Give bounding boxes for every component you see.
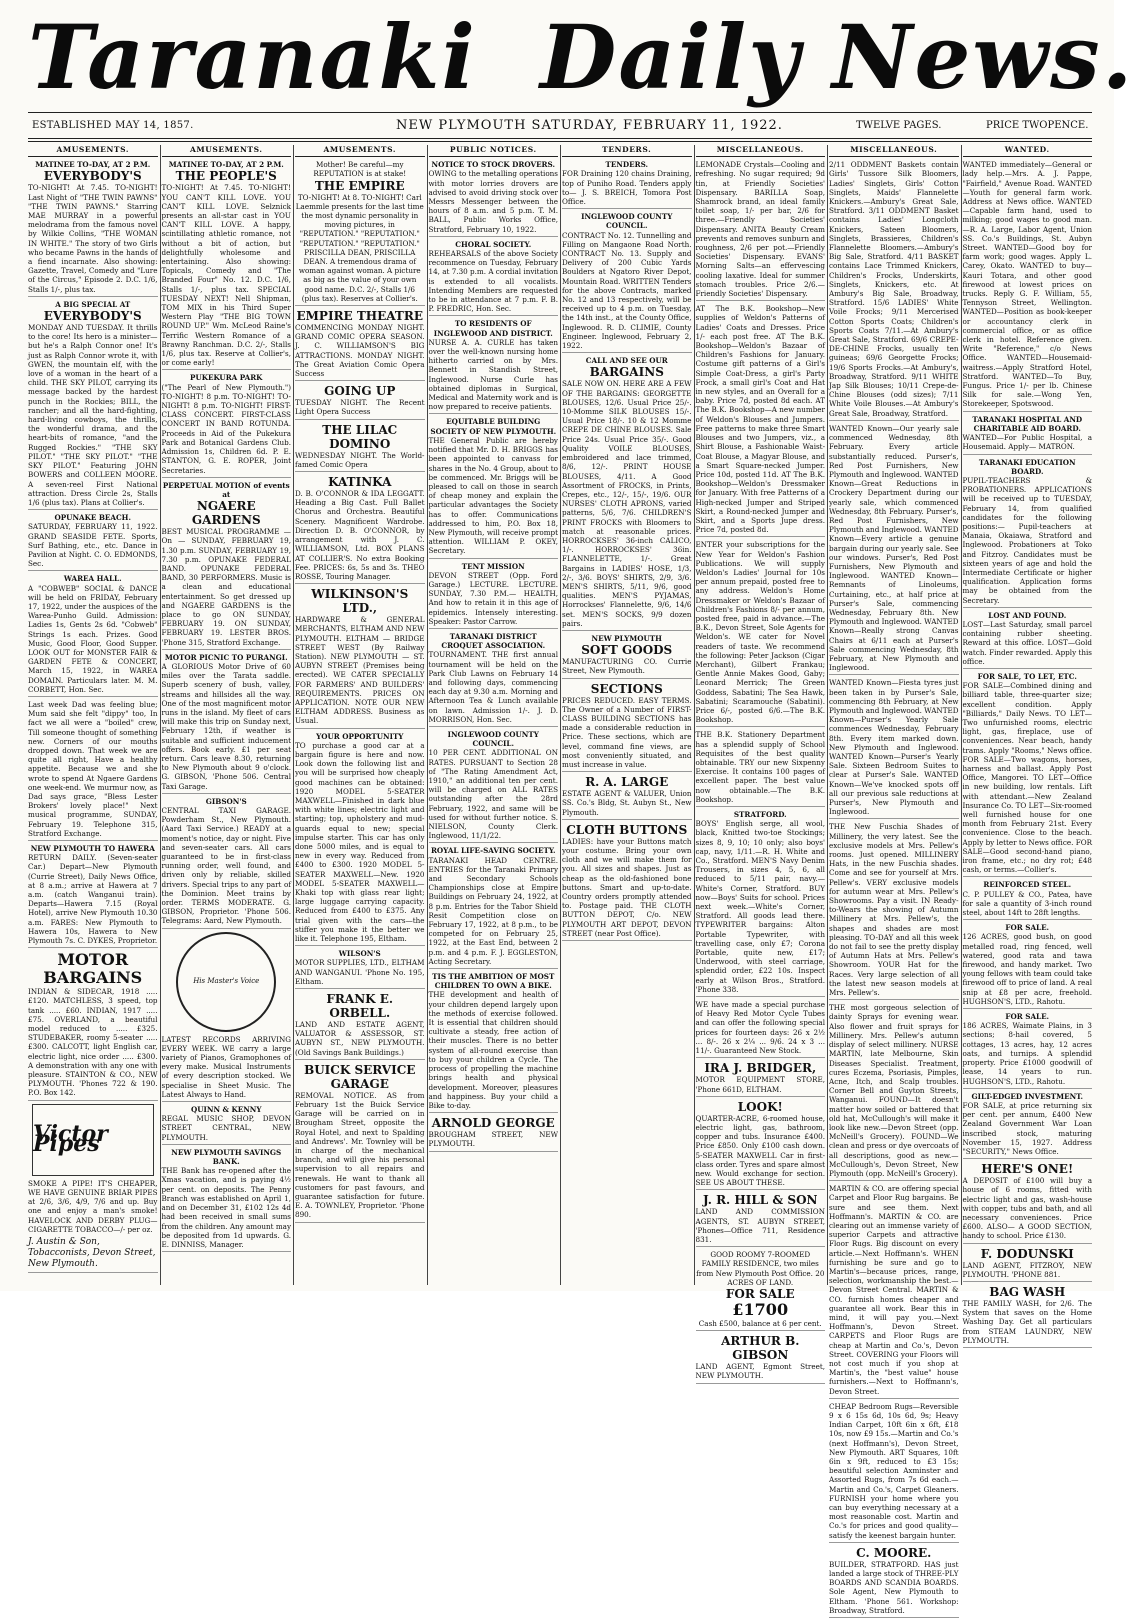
ad-title: TENT MISSION — [461, 561, 525, 571]
advertisement — [696, 1061, 826, 1096]
ad-title: TARANAKI EDUCATION BOARD. — [978, 457, 1076, 476]
ad-body: C. P. PULLEY & CO., Patea, have for sale a quantity of 3-inch round steel, about 14ft to 28ft lengths. — [962, 889, 1092, 918]
ad-body: DEVON STREET (Opp. Ford Garage.) LECTURE. LECTURE. SUNDAY, 7.30 P.M.— HEALTH, And how to retain it in this age of epidemics. Intensely interesting. Speaker: Pastor Carrow. — [428, 570, 558, 626]
advertisement — [28, 951, 158, 1100]
ad-display-name: C. MOORE. — [856, 1545, 932, 1560]
ad-body: FOR SALE, at price returning six per cent. per annum, £400 New Zealand Government War Loan inscribed stock, maturing November 15, 1927. Address "SECURITY," News Office. — [962, 1100, 1092, 1156]
ad-body: LAND AGENT, Egmont Street, NEW PLYMOUTH. — [695, 1362, 825, 1381]
advertisement — [696, 1000, 826, 1058]
ad-body: WANTED immediately—General or lady help.—Mrs. A. J. Pappe, "Fairfield," Avenue Road. WANTED—Youth for general farm work. Address at News office. WANTED—Capable farm hand, used to milking; good wages to good man.—R. A. Large, Labor Agent, Union SS. Co.'s Buildings, St. Aubyn Street. WANTED—Good boy for farm work; good wages. Apply L. Carey, Okato. WANTED to buy—Kauri Totara, and other good firewood at lowest prices on trucks. Reply G. F. William, 55, Tennyson Street, Wellington. WANTED—Position as book-keeper or accountancy clerk in commercial office, or as office clerk in hotel. Reference given. Write "Reference," c/o News Office. WANTED—Housemaid-waitress.—Apply Stratford Hotel, Stratford. WANTED—To Buy, Fungus. Price 1/- per lb. Chinese Silk for sale.—Wong Yen, Storekeeper, Spotswood. — [962, 160, 1092, 409]
masthead-word-2: Daily — [540, 5, 802, 109]
ad-title: TENDERS. — [605, 160, 649, 170]
ad-title: NEW PLYMOUTH — [591, 633, 662, 643]
advertisement — [28, 700, 158, 841]
advertisement — [963, 1012, 1093, 1089]
ad-body: PRICES REDUCED. EASY TERMS. The Owner of a Number of FIRST-CLASS BUILDING SECTIONS has made a considerable reduction in Price. These sections, which are level, command fine views, are most conveniently situated, and must increase in value. — [562, 695, 692, 769]
ad-title: WAREA HALL. — [63, 574, 122, 584]
ad-title: NEW PLYMOUTH TO HAWERA — [30, 844, 155, 854]
advertisement — [696, 540, 826, 727]
ad-body: REMOVAL NOTICE. AS from February 1st the Buick Service Garage will be carried on in Brougham Street, opposite the Royal Hotel, and next to Spalding and Andrews'. Mr. Townley will be in charge of the mechanical branch, and will give his personal supervision to all repairs and renewals. He want to thank all customers for past favours, and guarantee satisfaction for future. E. A. TOWNLEY, Proprietor. 'Phone 890. — [295, 1090, 425, 1220]
advertisement — [162, 160, 292, 370]
advertisement — [162, 653, 292, 794]
advertisement — [963, 1247, 1093, 1282]
advertisement — [429, 1116, 559, 1151]
advertisement — [162, 1105, 292, 1145]
ad-body: LAND AGENT, FITZROY, NEW PLYMOUTH. 'PHONE 881. — [962, 1260, 1092, 1279]
advertisement — [562, 823, 692, 941]
ad-body: THE Bank has re-opened after the Xmas vacation, and is paying 4½ per cent. on deposits. The Penny Branch was established on April 1, and on December 31, £102 12s 4d had been received in small sums from the children. Any amount may be deposited from 1d upwards. G. E. DINNISS, Manager. — [161, 1166, 292, 1249]
advertisement — [28, 1104, 158, 1273]
ad-display-name: R. A. LARGE — [585, 775, 669, 790]
column-6 — [695, 145, 826, 1381]
advertisement — [295, 423, 425, 472]
ad-body: LAND AND ESTATE AGENT, VALUATOR & ASSESSOR, ST. AUBYN ST., NEW PLYMOUTH. (Old Savings Bank Buildings.) — [295, 1020, 425, 1057]
advertisement — [963, 1162, 1093, 1243]
advertisement — [28, 300, 158, 510]
ad-title: INGLEWOOD COUNTY COUNCIL. — [447, 729, 539, 749]
ad-body: ENTER your subscriptions for the New Year for Weldon's Fashion Publications. We will supply Weldon's Ladies' Journal for 10s per annum prepaid, posted free to any address. Weldon's Home Dressmaker or Weldon's Bazaar of Children's Fashions 8/- per annum, posted free, paid in advance.—The B.K., Devon Street, Sole Agents for Weldon's. WE cater for Novel readers of taste. We recommend the following: Peter Jackson (Cigar Merchant), Gilbert Frankau; Gentle Annie Makes Good, Gaby; Leonard Merrick; The Green Goddess, Sabatini; The Sea Hawk, Sabatini; Scaramouche (Sabatini). Price 6/-, posted 6/6.—The B.K. Bookshop. — [695, 540, 825, 725]
advertisement — [696, 1193, 826, 1247]
column-4 — [429, 145, 559, 1285]
ad-body: FOR Draining 120 chains Draining, top of Puniho Road. Tenders apply to— J. S. BREICH, Tomora Post Office. — [562, 169, 692, 207]
advertisement — [295, 475, 425, 584]
masthead-word-1: Taranaki — [28, 5, 477, 109]
ad-title: GILT-EDGED INVESTMENT. — [971, 1091, 1084, 1101]
ad-title: FOR SALE. — [1005, 1012, 1050, 1022]
advertisement — [429, 417, 559, 558]
ad-display-name: EMPIRE THEATRE — [296, 309, 423, 324]
advertisement — [696, 1334, 826, 1383]
advertisement — [829, 1546, 959, 1618]
advertisement — [562, 356, 692, 631]
advertisement — [162, 373, 292, 477]
advertisement — [162, 481, 292, 650]
ad-body: BEST MUSICAL PROGRAMME — On — SUNDAY, FEBRUARY 19, 1.30 p.m. SUNDAY, FEBRUARY 19, 7.30 p.m. OPUNAKE FEDERAL BAND. OPUNAKE FEDERAL BAND, 30 PERFORMERS. Music is a clean and educational entertainment. So get dressed up and NGAERE GARDENS is the place to go ON SUNDAY, FEBRUARY 19. ON SUNDAY, FEBRUARY 19. LESTER BROS. 'Phone 315, Stratford Exchange. — [161, 527, 291, 647]
masthead-word-3: News. — [832, 5, 1134, 109]
advertisement — [963, 672, 1093, 877]
ad-display-name: EVERYBODY'S — [43, 309, 142, 324]
ad-body: SMOKE A PIPE! IT'S CHEAPER, WE HAVE GENUINE BRIAR PIPES at 2/6, 3/6, 4/9, 7/6 and up. Buy one and enjoy a man's smoke! HAVELOCK AND DERBY PLUG—CIGARETTE TOBACCO—/- per oz. — [28, 1178, 158, 1234]
ad-lead: Mother! Be careful—my REPUTATION is at stake! — [313, 160, 407, 179]
dateline-rule-bottom — [28, 141, 1092, 142]
advertisement — [429, 730, 559, 843]
ad-body: 10 PER CENT. ADDITIONAL ON RATES. PURSUANT to Section 28 of "The Rating Amendment Act, 1910," an additional ten per cent. will be charged on ALL RATES outstanding after the 28rd February, 1922, and same will be used for without further notice. S. NIELSON, County Clerk. Inglewood, 11/1/22. — [428, 748, 558, 841]
ad-title: LOST AND FOUND. — [988, 610, 1067, 620]
ad-body: WANTED—For Public Hospital, a Housemaid. Apply— MATRON. — [962, 433, 1092, 452]
ad-body: THE B.K. Stationery Department has a splendid supply of School Requisites of the best quality obtainable. TRY our new Sixpenny Exercise. It contains 100 pages of excellent paper. The best value now obtainable.—The B.K. Bookshop. — [695, 730, 825, 804]
ad-title: TARANAKI DISTRICT CROQUET ASSOCIATION. — [441, 631, 546, 651]
ad-body: MOTOR SUPPLIES, LTD., ELTHAM AND WANGANUI. 'Phone No. 195, Eltham. — [295, 958, 425, 986]
advertisement — [829, 1003, 959, 1181]
ad-body: RETURN DAILY. (Seven-seater Car.) Depart—New Plymouth (Currie Street), Daily News Office, at 8 a.m.; arrive at Hawera at 7 a.m. (catch Wanganui train). Departs—Hawera 7.15 (Royal Hotel), arrive New Plymouth 10.30 a.m. FARES: New Plymouth to Hawera 10s, Hawera to New Plymouth 7s. C. DYKES, Proprietor. — [28, 853, 158, 946]
ad-title: TIS THE AMBITION OF MOST CHILDREN TO OWN A BIKE. — [432, 972, 555, 991]
ad-headline: MOTOR BARGAINS — [43, 950, 143, 988]
ad-body: CENTRAL TAXI GARAGE. Powderham St., New Plymouth. (Aard Taxi Service.) READY at a moment's notice, day or night. Five and seven-seater cars. All cars guaranteed to be in first-class running order, well found, and driven only by reliable, skilled drivers. Special trips to any part of the Dominion. Meet trains by order. TERMS MODERATE. G. GIBSON, Proprietor. 'Phone 506. Telegrams: Aard, New Plymouth. — [161, 806, 291, 926]
ad-body: WE have made a special purchase of Heavy Red Motor Cycle Tubes and can offer the following special prices for fourteen days: 26 x 2½ ... 8/-. 26 x 2¼ ... 9/6. 24 x 3 ... 11/-. Guaranteed New Stock. — [695, 1000, 825, 1056]
ad-title: GIBSON'S — [205, 796, 247, 806]
ad-body: ("The Pearl of New Plymouth.") TO-NIGHT! 8 p.m. TO-NIGHT! TO-NIGHT! 8 p.m. TO-NIGHT! FIRST-CLASS CONCERT. FIRST-CLASS CONCERT IN BAND ROTUNDA. Proceeds in Aid of the Pukekura Park and Botanical Gardens Club. Admission 1s, Children 6d. P. E. STANTON, G. E. ROPER, Joint Secretaries. — [161, 382, 291, 475]
advertisement — [562, 775, 692, 820]
ad-body: PUPIL-TEACHERS & PROBATIONERS. APPLICATIONS will be received up to TUESDAY, February 14, from qualified candidates for the following positions:— Pupil-teachers at Manaia, Okaiawa, Stratford and Inglewood. Probationers at Toko and Fitzroy. Candidates must be sixteen years of age and hold the Intermediate Certificate or higher qualification. Application forms may be obtained from the Secretary. — [962, 475, 1092, 605]
ad-title: CALL AND SEE OUR — [585, 356, 668, 366]
ad-display-name: SECTIONS — [590, 681, 663, 696]
ad-body: FOR SALE—Combined dining and billiard table, three-quarter size; excellent condition. Apply "Billiards," Daily News. TO LET—Two unfurnished rooms, electric light, gas, fireplace, use of conveniences. Near beach, handy trams. Apply "Rooms," News office. FOR SALE—Two wagons, horses, harness and ballast. Apply Post Office, Mangorei. TO LET—Office in new building, low rentals. Lift with attendant.—New Zealand Insurance Co. TO LET—Six-roomed well furnished house for one month from February 21st. Every convenience. Close to the beach. Apply by letter to News office. FOR SALE—Good second-hand piano, iron frame, etc.; no dry rot; £48 cash, or terms.—Collier's. — [962, 681, 1092, 875]
advertisement — [295, 1063, 425, 1223]
ad-display-name: EVERYBODY'S — [43, 169, 142, 184]
ad-body: WANTED Known—Our yearly sale commenced Wednesday, 8th February. Every article substantially reduced. Purser's, Red Post Furnishers, New Plymouth and Inglewood. WANTED Known—Great Reductions in Crockery Department during our yearly sale, which commenced Wednesday, 8th February. Purser's, Red Post Furnishers, New Plymouth and Inglewood. WANTED Known—Every article a genuine bargain during our yearly sale. See our windows. Purser's, Red Post Furnishers, New Plymouth and Inglewood. WANTED Known—Remnants of Linoleums, Curtaining, etc., at half price at Purser's Sale, commencing Wednesday, February 8th. New Plymouth and Inglewood. WANTED Known—Really strong Canvas Chairs at 6/11 each at Purser's Sale commencing Wednesday, 8th February, at New Plymouth and Inglewood. — [829, 423, 959, 673]
handwritten-signature: J. Austin & Son, Tobacconists, Devon Street, New Plymouth. — [28, 1236, 156, 1269]
ad-display-name: FOR SALE — [725, 1286, 795, 1301]
column-separator — [160, 145, 161, 1285]
column-heading: AMUSEMENTS. — [295, 145, 425, 157]
advertisement — [295, 992, 425, 1060]
advertisement — [295, 384, 425, 419]
column-heading: PUBLIC NOTICES. — [429, 145, 559, 157]
column-5 — [562, 145, 692, 1285]
ad-display-name: WILKINSON'S LTD., — [311, 587, 409, 616]
advertisement — [696, 304, 826, 537]
column-heading: WANTED. — [963, 145, 1093, 157]
ad-title: EQUITABLE BUILDING SOCIETY OF NEW PLYMOUTH. — [430, 417, 557, 436]
ad-title: QUINN & KENNY — [190, 1105, 262, 1115]
ad-body: CHEAP Bedroom Rugs—Reversible 9 x 6 15s 6d, 10s 6d, 9s; Heavy Indian Carpet, 10ft 6in x 6ft, £18 10s, now £9 15s.—Martin and Co.'s (next Hoffmann's), Devon Street, New Plymouth. ART Squares, 10ft 6in x 9ft, reduced to £3 15s; beautiful selection Axminster and Assorted Rugs, from 7s 6d each.—Martin and Co.'s, Carpet Gleaners. FURNISH your home where you can buy everything necessary at a most reasonable cost. Martin and Co.'s for prices and good quality—satisfy the keenest bargain hunter. — [829, 1401, 959, 1540]
advertisement — [696, 1100, 826, 1191]
advertisement — [28, 513, 158, 571]
ad-body: THE development and health of your children depend largely upon the methods of exercise followed. It is essential that children should cultivate a steady, free action of their muscles. There is no better system of all-round exercise than to buy your children a Cycle. The process of propelling the machine brings health and physical development. Moreover, pleasures and happiness. Buy your child a Bike to-day. — [428, 990, 558, 1110]
ad-body: A GLORIOUS Motor Drive of 60 miles over the Tarata saddle. Superb scenery of bush, valley, streams and hillsides all the way. One of the most magnificent motor runs in the island. My fleet of cars will make this trip on Sunday next, February 12th, if weather is suitable and sufficient inducement offers. Book early. £1 per seat return. Cars leave 8.30, returning to New Plymouth about 9 o'clock. G. GIBSON, 'Phone 506. Central Taxi Garage. — [161, 661, 291, 791]
advertisement — [429, 632, 559, 727]
advertisement — [429, 846, 559, 969]
ad-display-name: HERE'S ONE! — [981, 1162, 1074, 1177]
advertisement — [829, 822, 959, 1000]
ad-body: NURSE A. A. CURLE has taken over the well-known nursing home hitherto carried on by Mrs. Bennett in Standish Street, Inglewood. Nurse Curle has obtained diplomas in Surgical, Medical and Maternity work and is now prepared to receive patients. — [428, 337, 558, 412]
advertisement — [162, 1148, 292, 1252]
ad-display-name: F. DODUNSKI — [980, 1246, 1074, 1261]
ad-title: STRATFORD. — [733, 810, 787, 820]
advertisement — [963, 1285, 1093, 1348]
ad-title: ROYAL LIFE-SAVING SOCIETY. — [430, 846, 556, 856]
ad-title: WILSON'S — [338, 949, 381, 959]
ad-display-name: THE EMPIRE — [314, 178, 405, 193]
ad-tail: Cash £500, balance at 6 per cent. — [698, 1318, 822, 1328]
column-separator — [694, 145, 695, 1285]
ad-body: TOURNAMENT. THE first annual tournament will be held on the Park Club Lawns on February 14 and following days, commencing each day at 9.30 a.m. Morning and Afternoon Tea & Lunch available on lawn. Admission 1/-. J. D. MORRISON, Hon. Sec. — [428, 650, 558, 724]
ad-body: QUARTER-ACRE, 6-roomed house, electric light, gas, bathroom, copper and tubs. Insurance £400. Price £850. Only £100 cash down. 5-SEATER MAXWELL Car in first-class order. Tyres and spare almost new. Would exchange for section. SEE US ABOUT THESE. — [695, 1113, 825, 1188]
ad-body: 186 ACRES, Waimate Plains, in 3 sections; 8-hail covered, 5 cottages, 13 acres, hay, 12 acres oats, and turnips. A splendid property. Price £1000 goodwill of lease, 14 years to run. HUGHSON'S, LTD., Rahotu. — [962, 1021, 1092, 1086]
advertisement — [562, 682, 692, 773]
ad-display-name: BARGAINS — [589, 365, 664, 380]
advertisement — [696, 730, 826, 807]
dateline-rule-top — [28, 138, 1092, 139]
ad-title: A BIG SPECIAL AT — [55, 299, 131, 309]
ad-body: A "COBWEB" SOCIAL & DANCE will be held on FRIDAY, February 17, 1922, under the auspices of the Warea-Punho Guild. Admission: Ladies 1s, Gents 2s 6d. "Cobweb" Strings 1s each. Prizes. Good Music, Good Floor, Good Supper. LOOK OUT for MONSTER FAIR & GARDEN FETE & CONCERT, March 15, 1922, in WAREA DOMAIN. Particulars later. M. M. CORBETT, Hon. Sec. — [28, 583, 158, 694]
ad-body: LAND AND COMMISSION AGENTS, ST. AUBYN STREET, 'Phones—Office 711, Residence 831. — [695, 1207, 825, 1244]
pipe-logo: Victor Pipes — [32, 1104, 154, 1176]
ad-body: LATEST RECORDS ARRIVING EVERY WEEK. WE carry a large variety of Pianos, Gramophones of every make. Musical Instruments of every description stocked. We specialise in Sheet Music. The Latest Always to Hand. — [161, 1034, 291, 1099]
column-separator — [961, 145, 962, 1285]
column-separator — [427, 145, 428, 1285]
page-count: TWELVE PAGES. — [856, 120, 942, 131]
ad-title: MATINEE TO-DAY, AT 2 P.M. — [35, 160, 151, 170]
column-7 — [829, 145, 959, 1615]
advertisement — [963, 458, 1093, 608]
ad-body: 126 ACRES, good bush, on good metalled road, ring fenced, well watered, good rata and tawa firewood, and handy market. Two young fellows with team could take firewood off to price of land. A real snip at £8 per acre, freehold. HUGHSON'S, LTD., Rahotu. — [962, 932, 1092, 1006]
ad-title: REINFORCED STEEL. — [983, 880, 1072, 890]
ad-title: CHORAL SOCIETY. — [455, 239, 532, 249]
ad-body: REGAL MUSIC SHOP, DEVON STREET CENTRAL, NEW PLYMOUTH. — [161, 1114, 291, 1142]
ad-price: £1700 — [732, 1299, 789, 1319]
advertisement — [963, 160, 1093, 411]
ad-body: BROUGHAM STREET, NEW PLYMOUTH. — [428, 1130, 558, 1149]
advertisement — [295, 732, 425, 947]
ad-body: LEMONADE Crystals—Cooling and refreshing. No sugar required; 9d tin, at Friendly Societies' Dispensary. BARILLA Soap, Shamrock brand, an ideal family toilet soap, 1/- per bar, 2/6 for three.—Friendly Societies' Dispensary. ANITA Beauty Cream prevents and removes sunburn and roughness, 2/6 per pot.—Friendly Societies' Dispensary. EVANS' Morning Salts—an effervescing cooling laxative. Ideal for summer stomach troubles. Price 2/6.—Friendly Societies' Dispensary. — [695, 160, 825, 299]
advertisement — [696, 160, 826, 301]
ad-display-name: BAG WASH — [989, 1284, 1066, 1299]
advertisement — [295, 160, 425, 306]
ad-tail: TO-NIGHT! At 8. TO-NIGHT! Carl Laemmle presents for the last time the most dynamic personality in moving pictures, in "REPUTATION." "REPUTATION." "REPUTATION." "REPUTATION." PRISCILLA DEAN, PRISCILLA DEAN. A tremendous drama of woman against woman. A picture as big as the value of your own good name. D.C. 2/-, Stalls 1/6 (plus tax). Reserves at Collier's. — [295, 192, 424, 303]
advertisement — [28, 160, 158, 297]
price: PRICE TWOPENCE. — [986, 120, 1089, 131]
ad-body: A DEPOSIT of £100 will buy a house of 6 rooms, fitted with electric light and gas, wash-house with copper, tubs and bath, and all necessary conveniences. Price £600. ALSO— A GOOD SECTION, handy to school. Price £130. — [962, 1176, 1092, 1241]
ad-title: OPUNAKE BEACH. — [54, 513, 131, 523]
advertisement — [696, 810, 826, 997]
ad-body: COMMENCING MONDAY NIGHT. GRAND COMIC OPERA SEASON. J. C. WILLIAMSON'S BIG ATTRACTIONS. MONDAY NIGHT. The Great Aviation Comic Opera Success — [295, 323, 425, 379]
ad-body: THE most gorgeous selection of dainty Sprays for evening wear. Also flower and fruit sprays for Millinery. Mrs. Pellew's autumn display of select millinery. NURSE MARTIN, late Melbourne, Skin Diseases Specialist. Treatment, cures Eczema, Psoriasis, Pimples, Acne, Itch, and Scalp troubles. Corner Bell and Guyton Streets, Wanganui. FOUND—It doesn't matter how soiled or battered that old hat, McCullough's will make it look like new.—Devon Street (opp. McNeill's Grocery). FOUND—We clean and press or dye overcoats of all descriptions, good as new.—McCullough's, Devon Street, New Plymouth (opp. McNeill's Grocery). — [829, 1003, 959, 1178]
advertisement — [963, 415, 1093, 455]
ad-body: D. B. O'CONNOR & IDA LEGGATT. Heading a Big Cast. Full Ballet Chorus and Orchestra. Beautiful Scenery. Magnificent Wardrobe. Direction D. B. O'CONNOR, by arrangement with J. C. WILLIAMSON, Ltd. BOX PLANS AT COLLIER'S. No extra Booking Fee. PRICES: 6s, 5s and 3s. THEO ROSSE, Touring Manager. — [295, 489, 425, 581]
advertisement — [28, 844, 158, 948]
advertisement — [295, 587, 425, 728]
ad-display-name: GOING UP — [324, 384, 396, 399]
advertisement — [429, 160, 559, 237]
ad-body: MOTOR EQUIPMENT STORE, 'Phone 661D, ELTHAM. — [695, 1075, 825, 1094]
ad-display-name: SOFT GOODS — [581, 643, 673, 658]
column-2 — [162, 145, 292, 1285]
gramophone-record-graphic: His Master's Voice — [176, 932, 276, 1032]
advertisement — [162, 797, 292, 929]
ad-title: TO RESIDENTS OF INGLEWOOD AND DISTRICT. — [433, 319, 553, 338]
advertisement — [829, 424, 959, 675]
masthead-rule — [28, 112, 1092, 113]
ad-display-name: ARTHUR B. GIBSON — [721, 1334, 800, 1363]
masthead — [20, 5, 1134, 109]
advertisement — [429, 562, 559, 629]
ad-display-name: THE PEOPLE'S — [175, 169, 277, 184]
ad-display-name: IRA J. BRIDGER, — [704, 1061, 817, 1076]
ad-display-name: BUICK SERVICE GARAGE — [304, 1062, 416, 1091]
column-separator — [827, 145, 828, 1285]
advertisement — [829, 678, 959, 819]
advertisement — [829, 1184, 959, 1399]
ad-title: PUKEKURA PARK — [190, 373, 263, 383]
ad-body: SALE NOW ON. HERE ARE A FEW OF THE BARGAINS: GEORGETTE BLOUSES, 12/6. Usual Price 25/-. 10-Momme SILK BLOUSES 15/-. Usual Price 18/-. 10 & 12 Momme CREPE DE CHINE BLOUSES. Sale Price 24s. Usual Price 35/-. Good Quality VOILE BLOUSES, embroidered and lace trimmed, 8/6, 12/-. PRINT HOUSE BLOUSES, 4/11. A Good Assortment of FROCKS, in Prints, Crepes, etc., 12/-, 15/-, 19/6. OUR NURSES' CLOTH APRONS, varied patterns, 5/6, 7/6. CHILDREN'S PRINT FROCKS with Bloomers to match at reasonable prices. HORROCKSES' 36-inch CALICO, 1/-. HORROCKSES' 36in. FLANNELETTE, 1/-. Great Bargains in LADIES' HOSE, 1/3, 2/-, 3/6. BOYS' SHIRTS, 2/9, 3/6. MEN'S SHIRTS, 5/11, 9/6, good qualities. MEN'S PYJAMAS, Horrockses' Flannelette, 9/6, 14/6 set. MEN'S SOCKS, 9/9 dozen pairs. — [562, 379, 692, 628]
ad-display-name: J. R. HILL & SON — [702, 1193, 818, 1208]
ad-body: HARDWARE & GENERAL MERCHANTS, ELTHAM AND NEW PLYMOUTH. ELTHAM — BRIDGE STREET WEST (By Railway Station). NEW PLYMOUTH — ST. AUBYN STREET (Premises being erected). WE CATER SPECIALLY FOR FARMERS' AND BUILDERS' REQUIREMENTS. PRICES ON APPLICATION. NOTE OUR NEW ELTHAM ADDRESS. Business as Usual. — [295, 615, 425, 726]
column-heading: MISCELLANEOUS. — [696, 145, 826, 157]
advertisement — [295, 309, 425, 381]
ad-title: TARANAKI HOSPITAL AND CHARITABLE AID BOARD. — [972, 414, 1083, 433]
column-3 — [295, 145, 425, 1285]
ad-title: PERPETUAL MOTION of events at — [162, 480, 290, 499]
ad-body: THE General Public are hereby notified that Mr. D. H. BRIGGS has been appointed to canvass for shares in the No. 4 Group, about to be commenced. Mr. Briggs will be pleased to call on those in search of cheap money and explain the particular advantages the Society has to offer. Communications addressed to him, P.O. Box 18, New Plymouth, will receive prompt attention. WILLIAM P. OKEY, Secretary. — [428, 435, 558, 556]
dateline — [32, 118, 1090, 136]
ad-body: MONDAY AND TUESDAY. It thrills to the core! Its hero is a minister—but he's a Ralph Connor one! It's just as Ralph Connor wrote it, with GWEN, the mountain elf, with the love of a woman in the heart of a child. THE SKY PILOT, carrying its message backed by the hardest punch in the Rockies; BILL, the rancher; and all the hard-fighting, hard-living cowboys, the thrills, the wonderful drama, and the heart-bits of romance, "and the Rugged Rockies." "THE SKY PILOT." "THE SKY PILOT." "THE SKY PILOT." Featuring JOHN BOWERS and COLLEEN MOORE. A seven-reel First National attraction. Dress Circle 2s, Stalls 1/6 (plus tax). Plans at Collier's. — [28, 323, 158, 507]
ad-display-name: CLOTH BUTTONS — [566, 822, 688, 837]
ad-title: INGLEWOOD COUNTY COUNCIL. — [581, 212, 673, 231]
column-heading: AMUSEMENTS. — [162, 145, 292, 157]
ad-body: SATURDAY, FEBRUARY 11, 1922. GRAND SEASIDE FETE. Sports, Surf Bathing, etc., etc. Dance in Pavilion at Night. C. O. EDMONDS, Sec. — [28, 522, 158, 569]
ad-body: CONTRACT No. 12. Tunnelling and Filling on Mangaone Road North. CONTRACT No. 13. Supply and Delivery of 200 Cubic Yards Boulders at Ngatoro River Depot, Mountain Road. WRITTEN Tenders for the above Contracts, marked No. 12 and 13 respectively, will be received up to 4 p.m. on Tuesday, the 14th inst., at the County Office, Inglewood. R. D. CLIMIE, County Engineer. Inglewood, February 2, 1922. — [562, 230, 692, 351]
ad-title: FOR SALE. — [1005, 923, 1050, 933]
ad-body: ESTATE AGENT & VALUER, Union SS. Co.'s Bldg, St. Aubyn St., New Plymouth. — [562, 789, 692, 817]
ad-display-name: ARNOLD GEORGE — [431, 1116, 555, 1131]
ad-body: LADIES: have your Buttons match your costume. Bring your own cloth and we will make them for you. All sizes and shapes. Just as cheap as the old-fashioned bone buttons. Smart and up-to-date. Country orders promptly attended to. Postage paid. THE CLOTH BUTTON DEPOT, C/o. NEW PLYMOUTH ART DEPOT, DEVON STREET (near Post Office). — [562, 836, 692, 938]
ad-display-name: KATINKA — [328, 475, 392, 490]
advertisement — [562, 634, 692, 679]
ad-body: TARANAKI HEAD CENTRE. ENTRIES for the Taranaki Primary and Secondary Schools Championships close at Empire Buildings on February 24, 1922, at 8 p.m. Entries for the Tabor Shield Resit Competition close on February 17, 1922, at 8 p.m., to be competed for on February 25, 1922, at the East End, between 2 p.m. and 4 p.m. F. J. EGGLESTON, Acting Secretary. — [428, 855, 558, 966]
advertisement — [28, 574, 158, 697]
advertisement — [562, 212, 692, 353]
advertisement — [963, 923, 1093, 1009]
ad-body: THE New Fuschia Shades of Millinery, the very latest. See the exclusive models at Mrs. Pellew's rooms. Just opened. MILLINERY Hats, in the new Fuschia shades. Come and see for yourself at Mrs. Pellew's. VERY exclusive models for autumn wear at Mrs. Pellew's Showrooms. Pay a visit. IN Ready-to-Wears the showing of Autumn Millinery at Mrs. Pellew's, the shapes and shades are most pleasing. TO-DAY and all this week do not fail to see the pretty display of Autumn Hats at Mrs. Pellew's Showroom. YOUR Hat for the Races. Very large selection of all the latest new season models at Mrs. Pellew's. — [829, 822, 959, 998]
ad-body: TO-NIGHT! At 7.45. TO-NIGHT! Last Night of "THE TWIN PAWNS" "THE TWIN PAWNS." Starring MAE MURRAY in a powerful melodrama from the famous novel by Wilkie Collins, "THE WOMAN IN WHITE." The story of two Girls who became Pawns in the hands of a fiend incarnate. Also showing: Gazette, Travel, Comedy and "Lure of the Circus," Episode 2. D.C. 1/6, Stalls 1/-, plus tax. — [28, 183, 158, 294]
ad-body: INDIAN & SIDECAR, 1918 ..... £120. MATCHLESS, 3 speed, top tank ..... £60. INDIAN, 1917 ..... £75. OVERLAND, a beautiful model reduced to ..... £325. STUDEBAKER, roomy 5-seater ..... £300. CALCOTT, light English car, electric light, nice order ..... £300. A demonstration with any one with pleasure. STAINTON & CO., NEW PLYMOUTH. 'Phones 722 & 190. P.O. Box 142. — [28, 987, 158, 1098]
ad-display-name: LOOK! — [737, 1099, 783, 1114]
advertisement — [829, 1402, 959, 1543]
ad-body: LOST—Last Saturday, small parcel containing rubber sheeting. Reward at this office. LOST—Gold watch. Finder rewarded. Apply this office. — [962, 619, 1092, 666]
ad-body: MARTIN & CO. are offering special Carpet and Floor Rug bargains. Be sure and see them. Next Hoffmann's. MARTIN & CO. are clearing out an immense variety of superior Carpets and attractive Floor Rugs. Big discount on every article.—Next Hoffmann's. WHEN furnishing be sure and go to Martin's—because prices, range, selection, workmanship the best.—Devon Street Central. MARTIN & CO. furnish homes cheaper and guarantee all work. Bear this in mind, it will pay you.—Next Hoffmann's, Devon Street. CARPETS and Floor Rugs are cheap at Martin and Co.'s, Devon Street. COVERING your Floors will not cost much if you shop at Martin's, the "best value" house furnishers.—Next to Hoffmann's, Devon Street. — [829, 1184, 959, 1396]
column-separator — [293, 145, 294, 1285]
ad-body: THE FAMILY WASH, for 2/6. The System that saves on the Home Washing Day. Get all particulars from STEAM LAUNDRY, NEW PLYMOUTH. — [962, 1298, 1092, 1345]
ad-body: TO-NIGHT! At 7.45. TO-NIGHT! YOU CAN'T KILL LOVE. YOU CAN'T KILL LOVE. Selznick presents an all-star cast in YOU CAN'T KILL LOVE. A happy, scintillating athletic romance, not without a bit of action, but delightfully wholesome and entertaining. Also showing: Topicals, Comedy and "The Branded Four" No. 12. D.C. 1/6, Stalls 1/-, plus tax. SPECIAL TUESDAY NEXT! Nell Shipman, TOM MIX in his Third Super Western Play "THE BIG TOWN ROUND UP." Wm. McLeod Raine's Terrific Western Romance of a Brawny Ranchman. D.C. 2/-, Stalls 1/6, plus tax. Reserve at Collier's, or come early! — [161, 183, 291, 368]
column-heading: TENDERS. — [562, 145, 692, 157]
ad-body: WEDNESDAY NIGHT. The World-famed Comic Opera — [295, 450, 425, 469]
issue-date: NEW PLYMOUTH SATURDAY, FEBRUARY 11, 1922. — [396, 118, 783, 133]
column-heading: MISCELLANEOUS. — [829, 145, 959, 157]
ad-body: WANTED Known—Fiesta tyres just been taken in by Purser's Sale, commencing 8th February, at New Plymouth and Inglewood. WANTED Known—Purser's Yearly Sale commences Wednesday, February 8th. Every item marked down. New Plymouth and Inglewood. WANTED Known—Purser's Yearly Sale. Sixteen Bedroom Suites to clear at Purser's Sale. WANTED Known—We've knocked spots off all our previous sale reductions at Purser's, New Plymouth and Inglewood. — [829, 678, 959, 817]
ad-title: YOUR OPPORTUNITY — [316, 731, 404, 741]
ad-display-name: NGAERE GARDENS — [191, 499, 261, 528]
advertisement — [429, 972, 559, 1113]
column-heading: AMUSEMENTS. — [28, 145, 158, 157]
advertisement — [963, 611, 1093, 669]
advertisement — [963, 880, 1093, 920]
ad-body: BUILDER, STRATFORD. HAS just landed a large stock of THREE-PLY BOARDS AND SCANDIA BOARDS. Sole Agent, New Plymouth to Eltham. 'Phone 561. Workshop: Broadway, Stratford. — [829, 1559, 959, 1615]
ad-display-name: THE LILAC DOMINO — [322, 422, 398, 451]
advertisement — [963, 1092, 1093, 1159]
ad-body: TUESDAY NIGHT. The Recent Light Opera Success — [295, 398, 425, 417]
ad-title: NOTICE TO STOCK DROVERS. — [431, 160, 555, 170]
advertisement — [429, 240, 559, 317]
ad-body: Last week Dad was feeling blue; Mum said she felt "dippy" too, In fact we all were a "boiled" crew, Till someone thought of something new. Corners of our mouths dropped down. That week we are quite all right, Have a healthy appetite. Because we and she wrote to spend At Ngaere Gardens one week-end. We murmur now, as Dad says grace, "Bless Lester Brokers' lovely place!" Next musical programme, SUNDAY, February 19. Telephone 315, Stratford Exchange. — [28, 699, 158, 838]
advertisement — [696, 1250, 826, 1331]
ad-title: FOR SALE, TO LET, ETC. — [977, 671, 1077, 681]
advertisement — [562, 160, 692, 209]
ad-body: BOYS' English serge, all wool, black, Knitted two-toe Stockings; sizes 8, 9, 10; 10 only; also boys' cap, navy, 1/11.—R. H. White and Co., Stratford. MEN'S Navy Denim Trousers, in sizes 4, 5, 6, all reduced to 5/11 pair, navy.—White's Corner, Stratford. BUY now—Boys' Suits for school. Prices next week.—White's Corner, Stratford. All goods lead there. TYPEWRITER bargains: Alton Portable Typewriter, with travelling case, only £7; Corona Portable, quite new, £17; Underwood, with steel carriage, splendid order, £22 10s. Inspect early at Wilson Bros., Stratford. 'Phone 338. — [695, 819, 825, 994]
advertisement — [295, 949, 425, 989]
established-date: ESTABLISHED MAY 14, 1857. — [32, 120, 194, 131]
ad-body: TO purchase a good car at a bargain figure is here and now. Look down the following list and you will be surprised how cheaply good machines can be obtained: 1920 MODEL 5-SEATER MAXWELL—Finished in dark blue with white lines; electric light and starting; top, upholstery and mud-guards equal to new; special impulse starter. This car has only done 5000 miles, and is equal to new in every way. Reduced from £400 to £300. 1920 MODEL 5-SEATER MAXWELL—New. 1920 MODEL 5-SEATER MAXWELL—Khaki top with glass rear light; large luggage carrying capacity. Reduced from £400 to £375. Any trial given with the cars—the stiffer you make it the better we like it. Telephone 195, Eltham. — [295, 740, 425, 944]
advertisement — [162, 932, 292, 1102]
column-8 — [962, 145, 1093, 1345]
ad-body: 2/11 ODDMENT Baskets contain Girls' Tussore Silk Bloomers, Ladies' Singlets, Girls' Cotton Singlets, Maids' Flannelette Knickers.—Ambury's Great Sale, Stratford. 3/11 ODDMENT Basket contains Ladies' Longcloth Knickers, Sateen Bloomers, Singlets, Brassieres, Children's Flannelette Bloomers.—Ambury's Big Sale, Stratford. 4/11 BASKET contains Lace Trimmed Knickers, Children's Frocks, Underskirts, Singlets, Knickers, etc. At Ambury's Big Sale, Broadway, Stratford. 15/6 LADIES' White Voile Frocks; 9/11 Mercerised Cotton Sports Coats; Children's Sports Coats 7/11.—At Ambury's Great Sale, Stratford. 69/6 CREPE-DE-CHINE Frocks, usually ten guineas; 69/6 Georgette Frocks; 19/6 Sports Frocks.—At Ambury's, Broadway, Stratford. 9/11 WHITE Jap Silk Blouses; 10/11 Crepe-de-Chine Blouses (odd sizes); 7/11 White Voile Blouses.—At Ambury's Great Sale, Broadway, Stratford. — [829, 160, 959, 418]
ad-title: MOTOR PICNIC TO PURANGI. — [164, 652, 288, 662]
ad-display-name: FRANK E. ORBELL. — [326, 992, 394, 1021]
ad-body: AT The B.K. Bookshop—New supplies of Weldon's Patterns of Ladies' Coats and Dresses. Price 1/- each post free. AT The B.K. Bookshop—Weldon's Bazaar of Children's Fashions for January. Costume gift patterns of a Girl's Simple Coat-Dress, a girl's Party Frock, a small girl's Coat and Hat in new styles, and an Overall for a baby. Price 7d, posted 8d each. AT The B.K. Bookshop—A new number of Weldon's Blouses and Jumpers. Free patterns to make three Smart Blouses and two Jumpers, viz., a Shirt Blouse, a Fashionable Waist-Coat Blouse, a Magyar Blouse, and a Smart Square-necked Jumper. Price 10d, posted 11d. AT The B.K. Bookshop—Weldon's Dressmaker for January. With free Patterns of a High-necked Jumper and Striped Skirt, a Round-necked Jumper and Skirt, and a Sports Jupe dress. Price 7d, posted 8d. — [695, 304, 825, 535]
advertisement — [829, 160, 959, 421]
ad-body: MANUFACTURING CO. Currie Street, New Plymouth. — [562, 657, 692, 676]
ad-title: MATINEE TO-DAY, AT 2 P.M. — [168, 160, 284, 170]
ad-title: NEW PLYMOUTH SAVINGS BANK. — [171, 1147, 282, 1167]
column-1 — [28, 145, 158, 1285]
advertisement — [429, 319, 559, 414]
column-separator — [560, 145, 561, 1285]
ad-lead: GOOD ROOMY 7-ROOMED FAMILY RESIDENCE, two miles from New Plymouth Post Office. 20 ACRES OF LAND. — [696, 1250, 825, 1287]
ad-body: REHEARSALS of the above Society recommence on Tuesday, February 14, at 7.30 p.m. A cordial invitation is extended to all vocalists. Intending Members are requested to be in attendance at 7 p.m. F. B. P. FREDRIC, Hon. Sec. — [428, 249, 558, 314]
ad-body: OWING to the metalling operations with motor lorries drovers are advised to avoid driving stock over Messrs Messenger between the hours of 8 a.m. and 5 p.m. T. M. BALL, Public Works Office, Stratford, February 10, 1922. — [428, 169, 558, 234]
